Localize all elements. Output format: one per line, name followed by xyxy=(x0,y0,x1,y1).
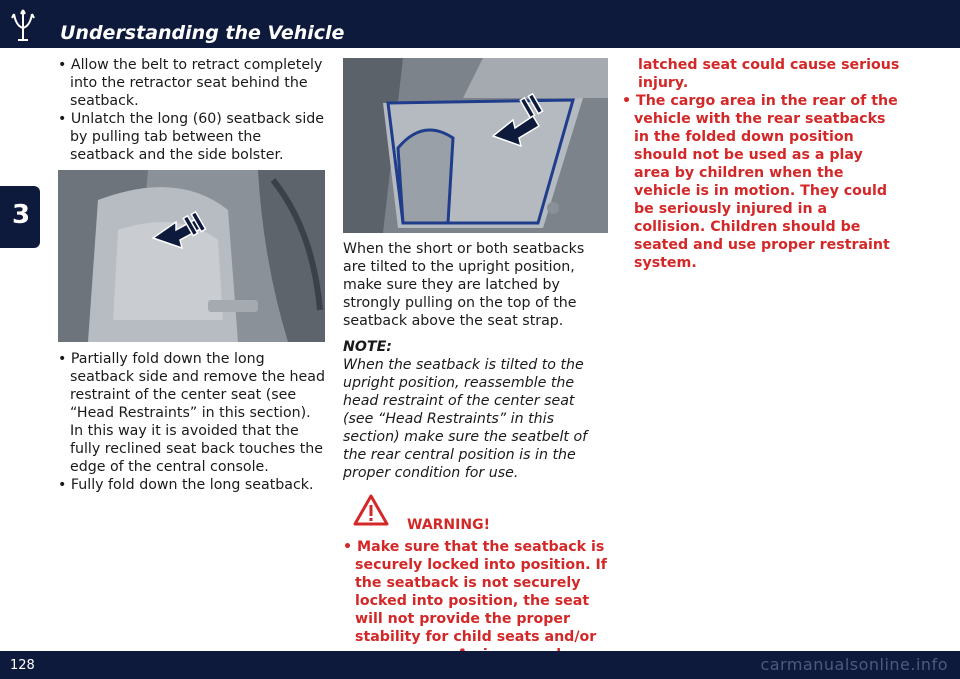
column-middle xyxy=(343,240,608,664)
instruction-paragraph: When the short or both seatbacks are tilted to the upright position, make sure they are latched by strongly pulling on the top of the seatback above the seat strap. xyxy=(343,241,585,329)
note-label: NOTE: xyxy=(343,339,392,355)
folded-seatback-photo xyxy=(343,58,608,233)
watermark: carmanualsonline.info xyxy=(760,655,948,674)
warning-heading-text: WARNING! xyxy=(407,517,490,533)
warning-continuation: latched seat could cause serious injury. xyxy=(638,57,900,91)
list-item: • Unlatch the long (60) seatback side by pulling tab between the seatback and the side bolster. xyxy=(58,110,328,164)
list-item: • Fully fold down the long seatback. xyxy=(58,476,328,494)
column-right xyxy=(622,56,902,272)
warning-icon xyxy=(353,494,389,526)
page-footer xyxy=(0,651,960,679)
column-left xyxy=(58,56,328,164)
warning-item: • The cargo area in the rear of the vehicle with the rear seatbacks in the folded down position should not be used as a play area by children when the vehicle is in motion. They could be seriously injured in a collision. Children should be seated and use proper restraint system. xyxy=(622,92,902,272)
list-item: • Allow the belt to retract completely into the retractor seat behind the seatback. xyxy=(58,56,328,110)
column-left-lower xyxy=(58,350,328,494)
warning-heading xyxy=(343,516,608,534)
page-number: 128 xyxy=(10,658,35,673)
chapter-tab xyxy=(0,186,40,248)
chapter-number: 3 xyxy=(12,200,31,230)
note-text: When the seatback is tilted to the upright position, reassemble the head restraint of the center seat (see “Head Restraints” in this section) make sure the seatbelt of the rear central position is in the proper condition for use. xyxy=(343,357,588,481)
page-header xyxy=(0,0,960,48)
page-title: Understanding the Vehicle xyxy=(60,22,345,44)
trident-logo-icon xyxy=(8,8,38,42)
warning-item: • Make sure that the seatback is securely locked into position. If the seatback is not securely locked into position, the seat will not provide the proper stability for child seats and/or xyxy=(343,538,608,664)
seatback-tab-photo xyxy=(58,170,325,342)
list-item: • Partially fold down the long seatback side and remove the head restraint of the center seat (see “Head Restraints” in this section). In this way it is avoided that the fully reclined seat back touches the edge of the central console. xyxy=(58,350,328,476)
